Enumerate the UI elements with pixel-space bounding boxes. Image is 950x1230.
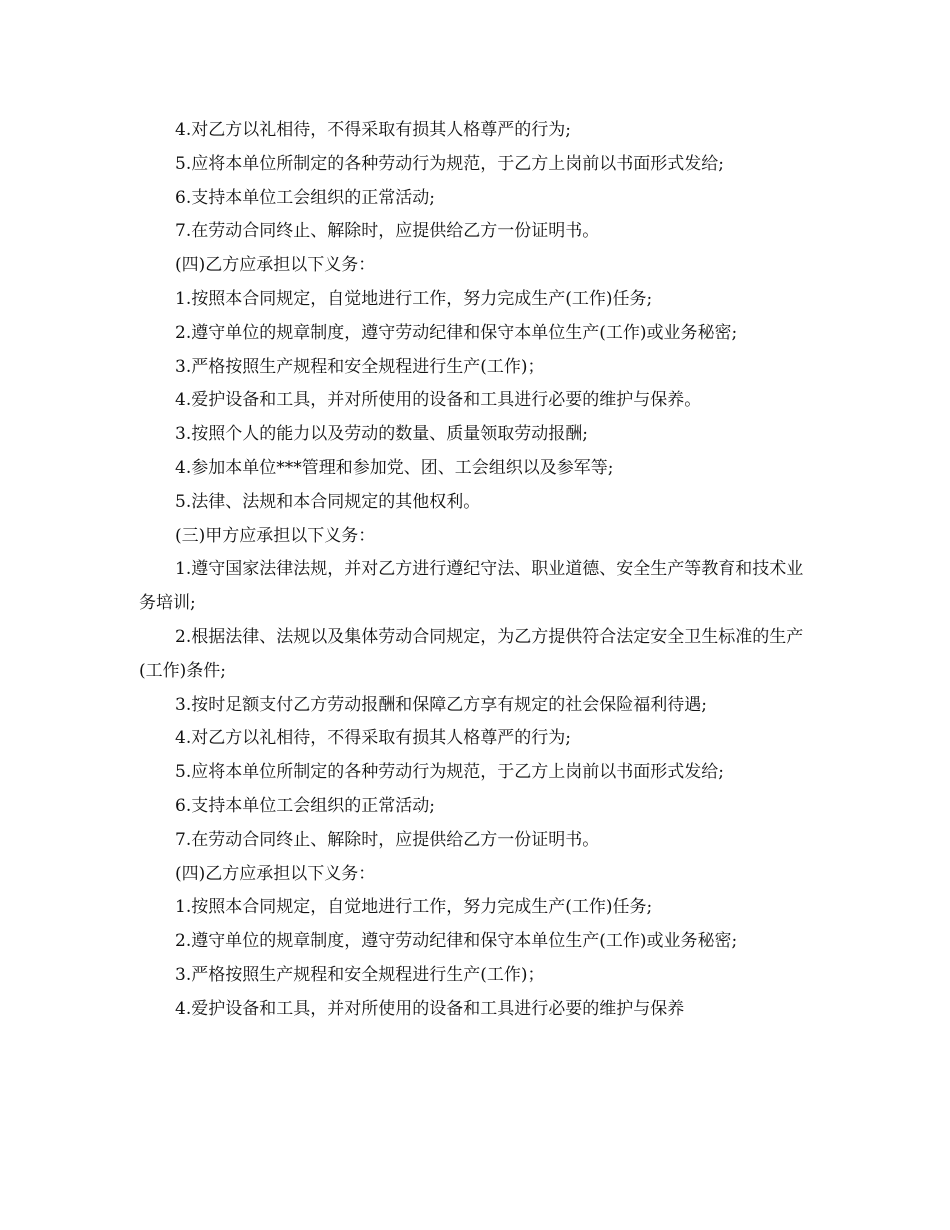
section-heading: (四)乙方应承担以下义务： [175, 255, 376, 276]
paragraph: 1.按照本合同规定，自觉地进行工作，努力完成生产(工作)任务; [175, 288, 653, 309]
paragraph: 2.遵守单位的规章制度，遵守劳动纪律和保守本单位生产(工作)或业务秘密; [175, 931, 738, 952]
paragraph: 3.严格按照生产规程和安全规程进行生产(工作)； [175, 356, 545, 377]
paragraph: 5.应将本单位所制定的各种劳动行为规范，于乙方上岗前以书面形式发给; [175, 762, 724, 783]
paragraph: 2.遵守单位的规章制度，遵守劳动纪律和保守本单位生产(工作)或业务秘密; [175, 322, 738, 343]
paragraph: 4.爱护设备和工具，并对所使用的设备和工具进行必要的维护与保养 [175, 998, 685, 1019]
document-body [139, 114, 819, 1027]
paragraph: 4.对乙方以礼相待，不得采取有损其人格尊严的行为; [175, 120, 571, 140]
paragraph: 7.在劳动合同终止、解除时，应提供给乙方一份证明书。 [175, 829, 600, 850]
paragraph: 4.参加本单位***管理和参加党、团、工会组织以及参军等; [175, 457, 614, 478]
paragraph: 5.应将本单位所制定的各种劳动行为规范，于乙方上岗前以书面形式发给; [175, 153, 724, 174]
section-heading: (三)甲方应承担以下义务： [175, 525, 376, 546]
paragraph: 6.支持本单位工会组织的正常活动; [175, 795, 435, 816]
paragraph: 5.法律、法规和本合同规定的其他权利。 [175, 491, 481, 512]
paragraph: 1.遵守国家法律法规，并对乙方进行遵纪守法、职业道德、安全生产等教育和技术业务培训; [139, 559, 804, 614]
paragraph: 2.根据法律、法规以及集体劳动合同规定，为乙方提供符合法定安全卫生标准的生产(工作)条件; [139, 626, 804, 681]
paragraph: 3.按时足额支付乙方劳动报酬和保障乙方享有规定的社会保险福利待遇; [175, 694, 707, 715]
paragraph: 6.支持本单位工会组织的正常活动; [175, 187, 435, 208]
paragraph: 1.按照本合同规定，自觉地进行工作，努力完成生产(工作)任务; [175, 897, 653, 918]
paragraph: 7.在劳动合同终止、解除时，应提供给乙方一份证明书。 [175, 221, 600, 242]
paragraph: 4.对乙方以礼相待，不得采取有损其人格尊严的行为; [175, 728, 571, 749]
paragraph: 3.严格按照生产规程和安全规程进行生产(工作)； [175, 964, 545, 985]
paragraph: 3.按照个人的能力以及劳动的数量、质量领取劳动报酬; [175, 424, 588, 445]
section-heading: (四)乙方应承担以下义务： [175, 863, 376, 884]
paragraph: 4.爱护设备和工具，并对所使用的设备和工具进行必要的维护与保养。 [175, 390, 702, 411]
